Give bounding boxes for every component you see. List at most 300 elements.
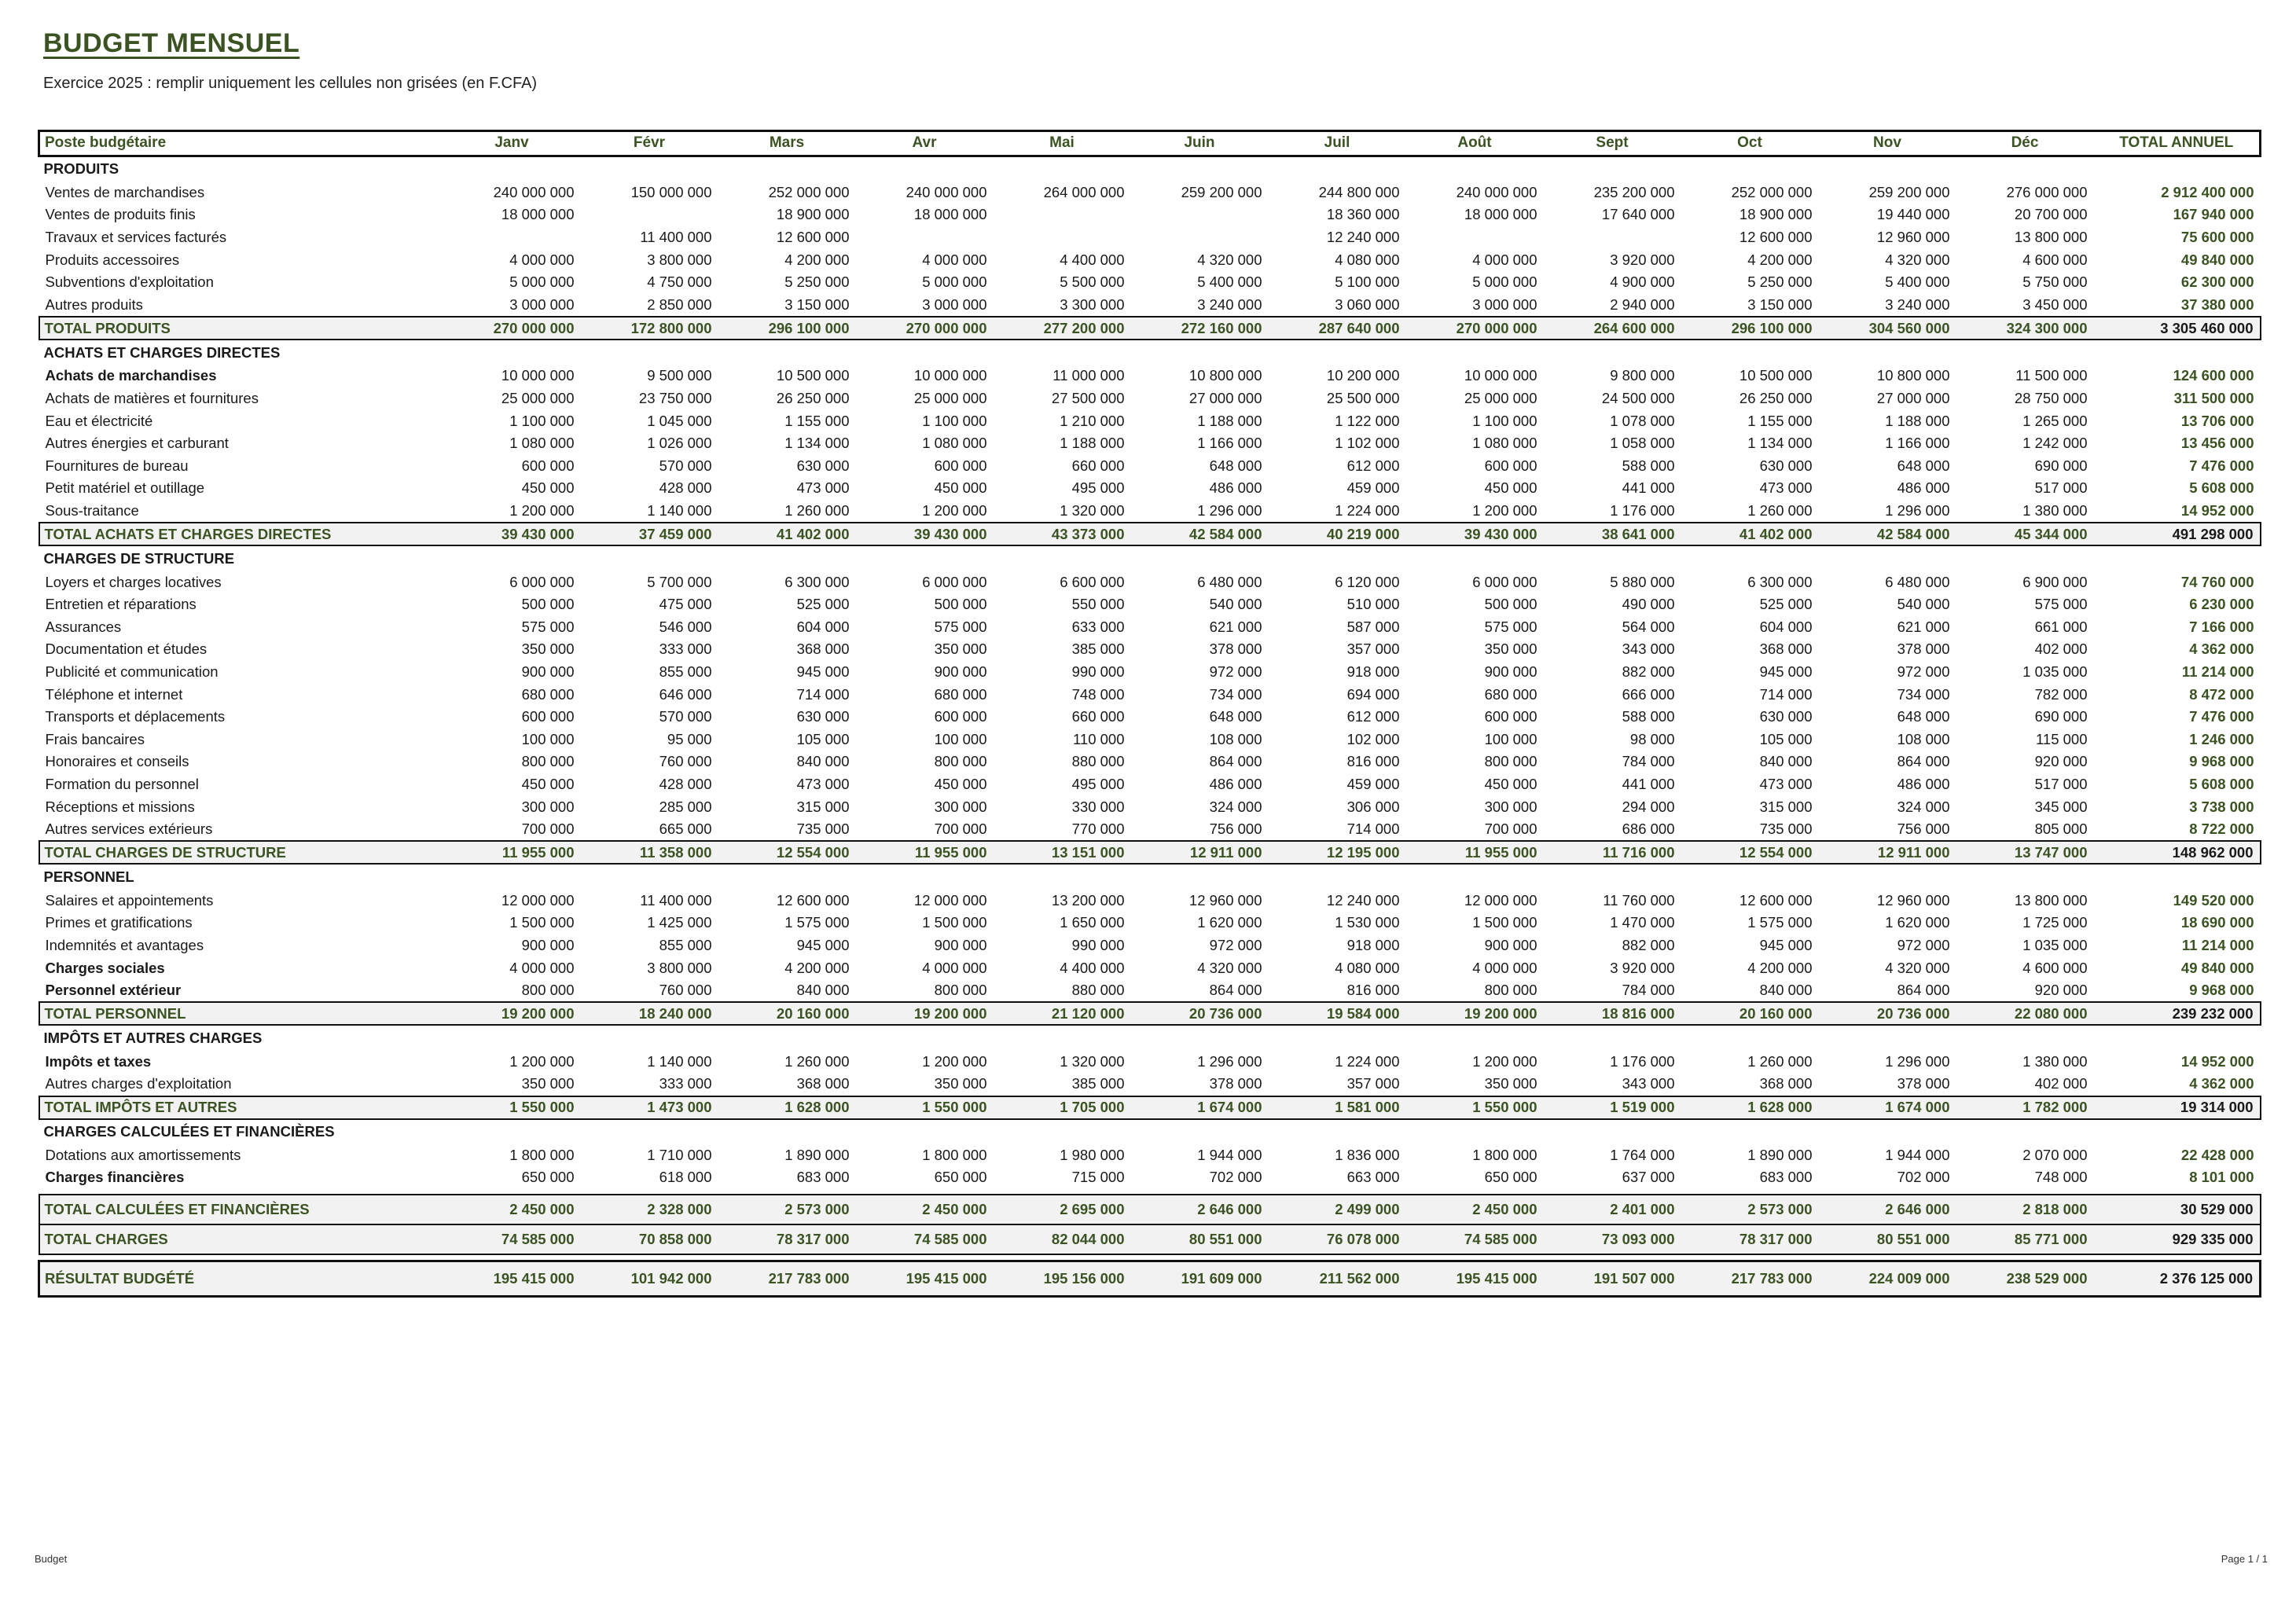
input-cell[interactable]: 1 200 000: [922, 1052, 987, 1070]
input-cell[interactable]: 285 000: [659, 798, 712, 815]
input-cell[interactable]: 1 296 000: [1197, 1052, 1262, 1070]
input-cell[interactable]: 20 700 000: [2014, 206, 2088, 223]
input-cell[interactable]: 12 600 000: [776, 891, 850, 909]
input-cell[interactable]: 3 240 000: [1885, 296, 1950, 313]
input-cell[interactable]: [1406, 226, 1544, 249]
input-cell[interactable]: 694 000: [1346, 685, 1400, 703]
input-cell[interactable]: 4 000 000: [509, 959, 575, 976]
input-cell[interactable]: 1 188 000: [1885, 412, 1950, 429]
input-cell[interactable]: 972 000: [1897, 936, 1950, 953]
input-cell[interactable]: 800 000: [521, 982, 575, 999]
input-cell[interactable]: 918 000: [1346, 663, 1400, 680]
input-cell[interactable]: 105 000: [796, 730, 850, 747]
input-cell[interactable]: 700 000: [934, 821, 987, 838]
input-cell[interactable]: 1 260 000: [784, 1052, 850, 1070]
input-cell[interactable]: [994, 226, 1131, 249]
input-cell[interactable]: 650 000: [1484, 1169, 1537, 1186]
input-cell[interactable]: 840 000: [1759, 753, 1813, 770]
input-cell[interactable]: 25 000 000: [1464, 390, 1537, 407]
input-cell[interactable]: 770 000: [1071, 821, 1125, 838]
input-cell[interactable]: 10 000 000: [501, 367, 575, 384]
input-cell[interactable]: 666 000: [1622, 685, 1675, 703]
input-cell[interactable]: 686 000: [1622, 821, 1675, 838]
input-cell[interactable]: 1 035 000: [2022, 663, 2088, 680]
input-cell[interactable]: 784 000: [1622, 753, 1675, 770]
input-cell[interactable]: 1 320 000: [1060, 502, 1125, 519]
input-cell[interactable]: 27 000 000: [1876, 390, 1950, 407]
input-cell[interactable]: 600 000: [1484, 708, 1537, 725]
input-cell[interactable]: 650 000: [934, 1169, 987, 1186]
input-cell[interactable]: 11 400 000: [640, 891, 712, 909]
input-cell[interactable]: 1 890 000: [1747, 1146, 1813, 1163]
input-cell[interactable]: 3 000 000: [922, 296, 987, 313]
input-cell[interactable]: 473 000: [796, 775, 850, 792]
input-cell[interactable]: 1 836 000: [1335, 1146, 1400, 1163]
input-cell[interactable]: 1 380 000: [2022, 502, 2088, 519]
input-cell[interactable]: 900 000: [521, 663, 575, 680]
input-cell[interactable]: 5 700 000: [647, 573, 712, 590]
input-cell[interactable]: 1 058 000: [1610, 435, 1675, 452]
input-cell[interactable]: 4 320 000: [1885, 251, 1950, 268]
input-cell[interactable]: 1 155 000: [784, 412, 850, 429]
input-cell[interactable]: 1 650 000: [1060, 914, 1125, 931]
input-cell[interactable]: 4 000 000: [1472, 251, 1537, 268]
input-cell[interactable]: 661 000: [2034, 618, 2088, 635]
input-cell[interactable]: 4 750 000: [647, 274, 712, 291]
input-cell[interactable]: 240 000 000: [493, 183, 575, 200]
input-cell[interactable]: 702 000: [1209, 1169, 1262, 1186]
input-cell[interactable]: 840 000: [796, 982, 850, 999]
input-cell[interactable]: 702 000: [1897, 1169, 1950, 1186]
input-cell[interactable]: 252 000 000: [1731, 183, 1813, 200]
input-cell[interactable]: 945 000: [1759, 936, 1813, 953]
input-cell[interactable]: 1 296 000: [1885, 502, 1950, 519]
input-cell[interactable]: 587 000: [1346, 618, 1400, 635]
input-cell[interactable]: 650 000: [521, 1169, 575, 1186]
input-cell[interactable]: 864 000: [1209, 982, 1262, 999]
input-cell[interactable]: 95 000: [667, 730, 712, 747]
input-cell[interactable]: 450 000: [521, 775, 575, 792]
input-cell[interactable]: 110 000: [1073, 730, 1125, 747]
input-cell[interactable]: 4 200 000: [1747, 251, 1813, 268]
input-cell[interactable]: 683 000: [1759, 1169, 1813, 1186]
input-cell[interactable]: 1 200 000: [1472, 502, 1537, 519]
input-cell[interactable]: 500 000: [934, 596, 987, 613]
input-cell[interactable]: 24 500 000: [1601, 390, 1675, 407]
input-cell[interactable]: 25 000 000: [913, 390, 987, 407]
input-cell[interactable]: 700 000: [521, 821, 575, 838]
input-cell[interactable]: 357 000: [1346, 641, 1400, 658]
input-cell[interactable]: 12 000 000: [1464, 891, 1537, 909]
input-cell[interactable]: 473 000: [1759, 479, 1813, 497]
input-cell[interactable]: 3 920 000: [1610, 251, 1675, 268]
input-cell[interactable]: 604 000: [796, 618, 850, 635]
input-cell[interactable]: 10 800 000: [1188, 367, 1262, 384]
input-cell[interactable]: 240 000 000: [1456, 183, 1537, 200]
input-cell[interactable]: 1 380 000: [2022, 1052, 2088, 1070]
input-cell[interactable]: 385 000: [1071, 1075, 1125, 1092]
input-cell[interactable]: 1 140 000: [647, 1052, 712, 1070]
input-cell[interactable]: 6 120 000: [1335, 573, 1400, 590]
input-cell[interactable]: 800 000: [934, 753, 987, 770]
input-cell[interactable]: 315 000: [1759, 798, 1813, 815]
input-cell[interactable]: 945 000: [796, 663, 850, 680]
input-cell[interactable]: 108 000: [1209, 730, 1262, 747]
input-cell[interactable]: 500 000: [1484, 596, 1537, 613]
input-cell[interactable]: 816 000: [1346, 753, 1400, 770]
input-cell[interactable]: 473 000: [1759, 775, 1813, 792]
input-cell[interactable]: 368 000: [796, 641, 850, 658]
input-cell[interactable]: 6 300 000: [1747, 573, 1813, 590]
input-cell[interactable]: 3 240 000: [1197, 296, 1262, 313]
input-cell[interactable]: 18 360 000: [1326, 206, 1400, 223]
input-cell[interactable]: 115 000: [2036, 730, 2088, 747]
input-cell[interactable]: 428 000: [659, 479, 712, 497]
input-cell[interactable]: 600 000: [521, 708, 575, 725]
input-cell[interactable]: 1 944 000: [1197, 1146, 1262, 1163]
input-cell[interactable]: 4 320 000: [1885, 959, 1950, 976]
input-cell[interactable]: 1 134 000: [1747, 435, 1813, 452]
input-cell[interactable]: 1 500 000: [509, 914, 575, 931]
input-cell[interactable]: 350 000: [1484, 641, 1537, 658]
input-cell[interactable]: 882 000: [1622, 936, 1675, 953]
input-cell[interactable]: 9 800 000: [1610, 367, 1675, 384]
input-cell[interactable]: 13 200 000: [1051, 891, 1125, 909]
input-cell[interactable]: 12 600 000: [776, 229, 850, 246]
input-cell[interactable]: 10 200 000: [1326, 367, 1400, 384]
input-cell[interactable]: 350 000: [934, 641, 987, 658]
input-cell[interactable]: 1 134 000: [784, 435, 850, 452]
input-cell[interactable]: 1 800 000: [509, 1146, 575, 1163]
input-cell[interactable]: 23 750 000: [638, 390, 712, 407]
input-cell[interactable]: 27 500 000: [1051, 390, 1125, 407]
input-cell[interactable]: 648 000: [1897, 708, 1950, 725]
input-cell[interactable]: 459 000: [1346, 479, 1400, 497]
input-cell[interactable]: 1 080 000: [922, 435, 987, 452]
input-cell[interactable]: 1 100 000: [509, 412, 575, 429]
input-cell[interactable]: 333 000: [659, 641, 712, 658]
input-cell[interactable]: 680 000: [1484, 685, 1537, 703]
input-cell[interactable]: 864 000: [1897, 982, 1950, 999]
input-cell[interactable]: 486 000: [1897, 775, 1950, 792]
input-cell[interactable]: 570 000: [659, 457, 712, 474]
input-cell[interactable]: 630 000: [796, 457, 850, 474]
input-cell[interactable]: 5 400 000: [1885, 274, 1950, 291]
input-cell[interactable]: 4 600 000: [2022, 959, 2088, 976]
input-cell[interactable]: 648 000: [1209, 457, 1262, 474]
input-cell[interactable]: 3 800 000: [647, 251, 712, 268]
input-cell[interactable]: 150 000 000: [630, 183, 712, 200]
input-cell[interactable]: 800 000: [521, 753, 575, 770]
input-cell[interactable]: 4 000 000: [1472, 959, 1537, 976]
input-cell[interactable]: 1 176 000: [1610, 502, 1675, 519]
input-cell[interactable]: 1 210 000: [1060, 412, 1125, 429]
input-cell[interactable]: 100 000: [1484, 730, 1537, 747]
input-cell[interactable]: 10 000 000: [913, 367, 987, 384]
input-cell[interactable]: 648 000: [1897, 457, 1950, 474]
input-cell[interactable]: 5 000 000: [1472, 274, 1537, 291]
input-cell[interactable]: 6 000 000: [1472, 573, 1537, 590]
input-cell[interactable]: 612 000: [1346, 708, 1400, 725]
input-cell[interactable]: 12 000 000: [913, 891, 987, 909]
input-cell[interactable]: 1 242 000: [2022, 435, 2088, 452]
input-cell[interactable]: 1 470 000: [1610, 914, 1675, 931]
input-cell[interactable]: 108 000: [1897, 730, 1950, 747]
input-cell[interactable]: 13 800 000: [2014, 891, 2088, 909]
input-cell[interactable]: 621 000: [1209, 618, 1262, 635]
input-cell[interactable]: 600 000: [1484, 457, 1537, 474]
input-cell[interactable]: 490 000: [1622, 596, 1675, 613]
input-cell[interactable]: 612 000: [1346, 457, 1400, 474]
input-cell[interactable]: 240 000 000: [906, 183, 987, 200]
input-cell[interactable]: [581, 204, 718, 226]
input-cell[interactable]: 1 265 000: [2022, 412, 2088, 429]
input-cell[interactable]: 252 000 000: [768, 183, 850, 200]
input-cell[interactable]: 450 000: [934, 479, 987, 497]
input-cell[interactable]: 4 200 000: [1747, 959, 1813, 976]
input-cell[interactable]: 9 500 000: [647, 367, 712, 384]
input-cell[interactable]: 2 940 000: [1610, 296, 1675, 313]
input-cell[interactable]: 259 200 000: [1868, 183, 1950, 200]
input-cell[interactable]: 618 000: [659, 1169, 712, 1186]
input-cell[interactable]: 800 000: [1484, 753, 1537, 770]
input-cell[interactable]: 1 710 000: [647, 1146, 712, 1163]
input-cell[interactable]: 4 080 000: [1335, 251, 1400, 268]
input-cell[interactable]: 300 000: [934, 798, 987, 815]
input-cell[interactable]: 6 480 000: [1197, 573, 1262, 590]
input-cell[interactable]: 368 000: [1759, 641, 1813, 658]
input-cell[interactable]: 3 000 000: [1472, 296, 1537, 313]
input-cell[interactable]: 450 000: [1484, 775, 1537, 792]
input-cell[interactable]: 782 000: [2034, 685, 2088, 703]
input-cell[interactable]: 357 000: [1346, 1075, 1400, 1092]
input-cell[interactable]: 546 000: [659, 618, 712, 635]
input-cell[interactable]: 264 000 000: [1043, 183, 1125, 200]
input-cell[interactable]: 12 240 000: [1326, 891, 1400, 909]
input-cell[interactable]: 294 000: [1622, 798, 1675, 815]
input-cell[interactable]: 1 500 000: [922, 914, 987, 931]
input-cell[interactable]: 1 575 000: [784, 914, 850, 931]
input-cell[interactable]: 350 000: [521, 641, 575, 658]
input-cell[interactable]: 660 000: [1071, 708, 1125, 725]
input-cell[interactable]: 378 000: [1209, 1075, 1262, 1092]
input-cell[interactable]: 920 000: [2034, 753, 2088, 770]
input-cell[interactable]: 575 000: [2034, 596, 2088, 613]
input-cell[interactable]: 500 000: [521, 596, 575, 613]
input-cell[interactable]: 300 000: [521, 798, 575, 815]
input-cell[interactable]: 5 000 000: [509, 274, 575, 291]
input-cell[interactable]: 1 425 000: [647, 914, 712, 931]
input-cell[interactable]: [994, 204, 1131, 226]
input-cell[interactable]: 5 880 000: [1610, 573, 1675, 590]
input-cell[interactable]: 11 760 000: [1603, 891, 1675, 909]
input-cell[interactable]: 1 296 000: [1197, 502, 1262, 519]
input-cell[interactable]: 840 000: [1759, 982, 1813, 999]
input-cell[interactable]: 1 224 000: [1335, 502, 1400, 519]
input-cell[interactable]: 588 000: [1622, 457, 1675, 474]
input-cell[interactable]: 1 260 000: [1747, 502, 1813, 519]
input-cell[interactable]: 1 080 000: [509, 435, 575, 452]
input-cell[interactable]: 495 000: [1071, 775, 1125, 792]
input-cell[interactable]: 760 000: [659, 982, 712, 999]
input-cell[interactable]: 18 000 000: [501, 206, 575, 223]
input-cell[interactable]: 6 000 000: [922, 573, 987, 590]
input-cell[interactable]: 880 000: [1071, 753, 1125, 770]
input-cell[interactable]: 12 600 000: [1739, 891, 1813, 909]
input-cell[interactable]: 663 000: [1346, 1169, 1400, 1186]
input-cell[interactable]: 864 000: [1209, 753, 1262, 770]
input-cell[interactable]: 1 260 000: [1747, 1052, 1813, 1070]
input-cell[interactable]: 637 000: [1622, 1169, 1675, 1186]
input-cell[interactable]: 1 045 000: [647, 412, 712, 429]
input-cell[interactable]: 918 000: [1346, 936, 1400, 953]
input-cell[interactable]: 1 200 000: [1472, 1052, 1537, 1070]
input-cell[interactable]: 27 000 000: [1188, 390, 1262, 407]
input-cell[interactable]: 1 500 000: [1472, 914, 1537, 931]
input-cell[interactable]: 604 000: [1759, 618, 1813, 635]
input-cell[interactable]: 748 000: [2034, 1169, 2088, 1186]
input-cell[interactable]: 715 000: [1071, 1169, 1125, 1186]
input-cell[interactable]: 25 000 000: [501, 390, 575, 407]
input-cell[interactable]: 1 764 000: [1610, 1146, 1675, 1163]
input-cell[interactable]: 1 188 000: [1197, 412, 1262, 429]
input-cell[interactable]: 350 000: [1484, 1075, 1537, 1092]
input-cell[interactable]: 1 102 000: [1335, 435, 1400, 452]
input-cell[interactable]: 680 000: [934, 685, 987, 703]
input-cell[interactable]: 1 620 000: [1885, 914, 1950, 931]
input-cell[interactable]: 12 960 000: [1876, 891, 1950, 909]
input-cell[interactable]: 990 000: [1071, 936, 1125, 953]
input-cell[interactable]: 575 000: [934, 618, 987, 635]
input-cell[interactable]: 402 000: [2034, 1075, 2088, 1092]
input-cell[interactable]: 3 150 000: [1747, 296, 1813, 313]
input-cell[interactable]: 4 600 000: [2022, 251, 2088, 268]
input-cell[interactable]: 700 000: [1484, 821, 1537, 838]
input-cell[interactable]: 1 296 000: [1885, 1052, 1950, 1070]
input-cell[interactable]: 864 000: [1897, 753, 1950, 770]
input-cell[interactable]: [1131, 204, 1269, 226]
input-cell[interactable]: 105 000: [1759, 730, 1813, 747]
input-cell[interactable]: 11 400 000: [640, 229, 712, 246]
input-cell[interactable]: 324 000: [1209, 798, 1262, 815]
input-cell[interactable]: 900 000: [1484, 663, 1537, 680]
input-cell[interactable]: 368 000: [1759, 1075, 1813, 1092]
input-cell[interactable]: 441 000: [1622, 479, 1675, 497]
input-cell[interactable]: 756 000: [1897, 821, 1950, 838]
input-cell[interactable]: 900 000: [1484, 936, 1537, 953]
input-cell[interactable]: 510 000: [1346, 596, 1400, 613]
input-cell[interactable]: 378 000: [1897, 641, 1950, 658]
input-cell[interactable]: 3 300 000: [1060, 296, 1125, 313]
input-cell[interactable]: 3 150 000: [784, 296, 850, 313]
input-cell[interactable]: 972 000: [1897, 663, 1950, 680]
input-cell[interactable]: 972 000: [1209, 936, 1262, 953]
input-cell[interactable]: 1 260 000: [784, 502, 850, 519]
input-cell[interactable]: 4 080 000: [1335, 959, 1400, 976]
input-cell[interactable]: 441 000: [1622, 775, 1675, 792]
input-cell[interactable]: 25 500 000: [1326, 390, 1400, 407]
input-cell[interactable]: 4 320 000: [1197, 959, 1262, 976]
input-cell[interactable]: 1 530 000: [1335, 914, 1400, 931]
input-cell[interactable]: [443, 226, 581, 249]
input-cell[interactable]: 600 000: [934, 457, 987, 474]
input-cell[interactable]: 880 000: [1071, 982, 1125, 999]
input-cell[interactable]: [1544, 226, 1681, 249]
input-cell[interactable]: 630 000: [1759, 708, 1813, 725]
input-cell[interactable]: 1 140 000: [647, 502, 712, 519]
input-cell[interactable]: 378 000: [1897, 1075, 1950, 1092]
input-cell[interactable]: 12 240 000: [1326, 229, 1400, 246]
input-cell[interactable]: 486 000: [1897, 479, 1950, 497]
input-cell[interactable]: 1 800 000: [922, 1146, 987, 1163]
input-cell[interactable]: 486 000: [1209, 479, 1262, 497]
input-cell[interactable]: 244 800 000: [1318, 183, 1400, 200]
input-cell[interactable]: 1 100 000: [922, 412, 987, 429]
input-cell[interactable]: 18 000 000: [1464, 206, 1537, 223]
input-cell[interactable]: 1 122 000: [1335, 412, 1400, 429]
input-cell[interactable]: [1131, 226, 1269, 249]
input-cell[interactable]: 378 000: [1209, 641, 1262, 658]
input-cell[interactable]: 760 000: [659, 753, 712, 770]
input-cell[interactable]: 5 500 000: [1060, 274, 1125, 291]
input-cell[interactable]: 6 480 000: [1885, 573, 1950, 590]
input-cell[interactable]: 1 166 000: [1885, 435, 1950, 452]
input-cell[interactable]: 1 800 000: [1472, 1146, 1537, 1163]
input-cell[interactable]: 4 000 000: [922, 251, 987, 268]
input-cell[interactable]: 13 800 000: [2014, 229, 2088, 246]
input-cell[interactable]: [856, 226, 994, 249]
input-cell[interactable]: 4 000 000: [922, 959, 987, 976]
input-cell[interactable]: 690 000: [2034, 708, 2088, 725]
input-cell[interactable]: 333 000: [659, 1075, 712, 1092]
input-cell[interactable]: 600 000: [521, 457, 575, 474]
input-cell[interactable]: 4 200 000: [784, 251, 850, 268]
input-cell[interactable]: 784 000: [1622, 982, 1675, 999]
input-cell[interactable]: 517 000: [2034, 775, 2088, 792]
input-cell[interactable]: 475 000: [659, 596, 712, 613]
input-cell[interactable]: 588 000: [1622, 708, 1675, 725]
input-cell[interactable]: 10 000 000: [1464, 367, 1537, 384]
input-cell[interactable]: 12 000 000: [501, 891, 575, 909]
input-cell[interactable]: 3 800 000: [647, 959, 712, 976]
input-cell[interactable]: 4 900 000: [1610, 274, 1675, 291]
input-cell[interactable]: 5 250 000: [784, 274, 850, 291]
input-cell[interactable]: 1 155 000: [1747, 412, 1813, 429]
input-cell[interactable]: 100 000: [521, 730, 575, 747]
input-cell[interactable]: 402 000: [2034, 641, 2088, 658]
input-cell[interactable]: 300 000: [1484, 798, 1537, 815]
input-cell[interactable]: 324 000: [1897, 798, 1950, 815]
input-cell[interactable]: 4 400 000: [1060, 251, 1125, 268]
input-cell[interactable]: 735 000: [796, 821, 850, 838]
input-cell[interactable]: 19 440 000: [1876, 206, 1950, 223]
input-cell[interactable]: 12 600 000: [1739, 229, 1813, 246]
input-cell[interactable]: 525 000: [796, 596, 850, 613]
input-cell[interactable]: 343 000: [1622, 1075, 1675, 1092]
input-cell[interactable]: 633 000: [1071, 618, 1125, 635]
input-cell[interactable]: 540 000: [1209, 596, 1262, 613]
input-cell[interactable]: 18 000 000: [913, 206, 987, 223]
input-cell[interactable]: 1 944 000: [1885, 1146, 1950, 1163]
input-cell[interactable]: 6 300 000: [784, 573, 850, 590]
input-cell[interactable]: 276 000 000: [2006, 183, 2088, 200]
input-cell[interactable]: 6 600 000: [1060, 573, 1125, 590]
input-cell[interactable]: 690 000: [2034, 457, 2088, 474]
input-cell[interactable]: 330 000: [1071, 798, 1125, 815]
input-cell[interactable]: 450 000: [1484, 479, 1537, 497]
input-cell[interactable]: 600 000: [934, 708, 987, 725]
input-cell[interactable]: 648 000: [1209, 708, 1262, 725]
